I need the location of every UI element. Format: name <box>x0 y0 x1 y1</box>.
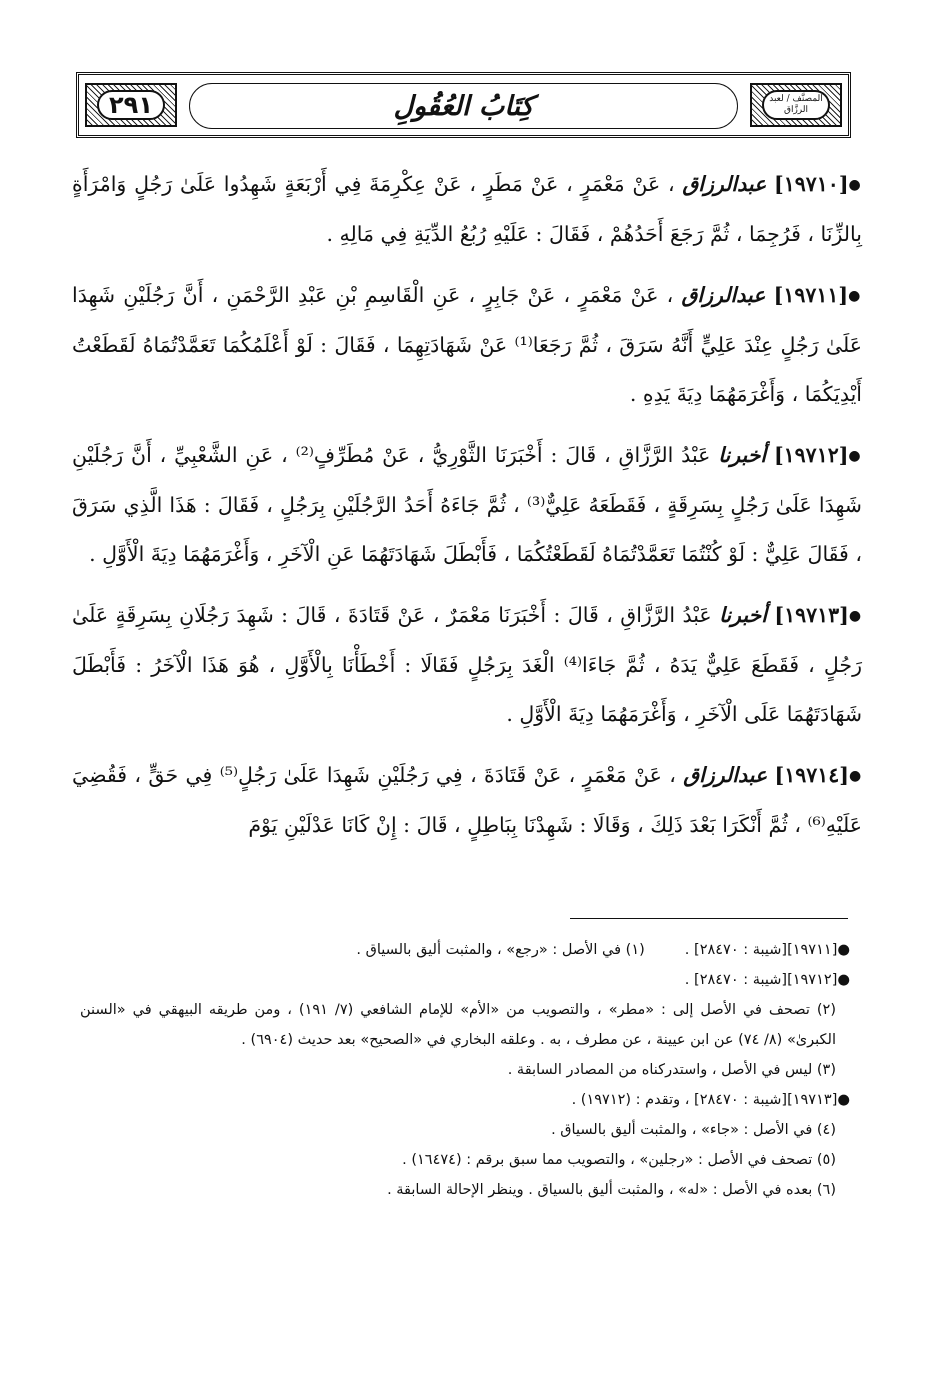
hadith-narrator: عبدالرزاق <box>682 172 767 196</box>
bullet-icon: ● <box>848 608 862 624</box>
footnote: (٤) في الأصل : «جاء» ، والمثبت أليق بالسياق . <box>551 1122 836 1138</box>
source-reference: ●[١٩٧١٣][شيبة : ٢٨٤٧٠] ، وتقدم : (١٩٧١٢) . <box>571 1092 850 1108</box>
page-number: ٢٩١ <box>109 91 153 119</box>
hadith-narrator: عبدالرزاق <box>681 283 766 307</box>
hadith-narrator: عبدالرزاق <box>683 763 768 787</box>
hadith-number: [١٩٧١٤] <box>774 763 849 787</box>
hadith-entry <box>72 751 862 850</box>
hadith-text: ، عَنْ مَعْمَرٍ ، عَنْ جَابِرٍ ، عَنِ الْقَاسِمِ بْنِ عَبْدِ الرَّحْمَنِ ، أَنَّ رَجُلَيْنِ شَهِدَا عَلَىٰ رَجُلٍ عِنْدَ عَلِيٍّ أَنَّهُ سَرَقَ ، ثُمَّ رَجَعَا⁽¹⁾ عَنْ شَهَادَتِهِمَا ، فَقَالَ : لَوْ أَعْلَمُكُمَا تَعَمَّدْتُمَاهُ لَقَطَعْتُ أَيْدِيَكُمَا ، وَأَغْرَمَهُمَا دِيَةَ يَدِهِ . <box>72 283 862 406</box>
hadith-number: [١٩٧١٣] <box>774 603 849 627</box>
footnote: (١) في الأصل : «رجع» ، والمثبت أليق بالسياق . <box>356 942 645 958</box>
source-reference: ●[١٩٧١١][شيبة : ٢٨٤٧٠] . <box>684 942 850 958</box>
hadith-number: [١٩٧١٠] <box>774 172 849 196</box>
book-seal-ornament <box>750 83 842 127</box>
hadith-entry <box>72 431 862 579</box>
title-frame <box>189 83 738 129</box>
hadith-narrator: أخبرنا <box>718 443 767 467</box>
main-text <box>72 160 862 862</box>
hadith-text: عَبْدُ الرَّزَّاقِ ، قَالَ : أَخْبَرَنَا مَعْمَرٌ ، عَنْ قَتَادَةَ ، قَالَ : شَهِدَ رَجُلَانِ بِسَرِقَةٍ عَلَىٰ رَجُلٍ ، فَقَطَعَ عَلِيٌّ يَدَهُ ، ثُمَّ جَاءَا⁽⁴⁾ الْغَدَ بِرَجُلٍ فَقَالَا : أَخْطَأْنَا بِالْأَوَّلِ ، هُوَ هَذَا الْآخَرُ : فَأَبْطَلَ شَهَادَتَهُمَا عَلَى الْآخَرِ ، وَأَغْرَمَهُمَا دِيَةَ الْأَوَّلِ . <box>72 603 862 726</box>
hadith-text: ، عَنْ مَعْمَرٍ ، عَنْ مَطَرٍ ، عَنْ عِكْرِمَةَ فِي أَرْبَعَةٍ شَهِدُوا عَلَىٰ رَجُلٍ وَامْرَأَةٍ بِالزِّنَا ، فَرُجِمَا ، ثُمَّ رَجَعَ أَحَدُهُمْ ، فَقَالَ : عَلَيْهِ رُبُعُ الدِّيَةِ فِي مَالِهِ . <box>72 172 862 246</box>
bullet-icon: ● <box>848 448 862 464</box>
page-number-ornament <box>85 83 177 127</box>
hadith-entry <box>72 160 862 259</box>
footnote: (٢) تصحف في الأصل إلى : «مطر» ، والتصويب من «الأم» للإمام الشافعي (٧/ ١٩١) ، ومن طريقه البيهقي في «السنن الكبرىٰ» (٨/ ٧٤) عن ابن عيينة ، عن مطرف ، به . وعلقه البخاري في «الصحيح» بعد حديث (٦٩٠٤) . <box>80 1002 836 1048</box>
hadith-entry <box>72 271 862 419</box>
hadith-text: عَبْدُ الرَّزَّاقِ ، قَالَ : أَخْبَرَنَا الثَّوْرِيُّ ، عَنْ مُطَرِّفٍ⁽²⁾ ، عَنِ الشَّعْبِيِّ ، أَنَّ رَجُلَيْنِ شَهِدَا عَلَىٰ رَجُلٍ بِسَرِقَةٍ ، فَقَطَعَهُ عَلِيٌّ⁽³⁾ ، ثُمَّ جَاءَهُ أَحَدُ الرَّجُلَيْنِ بِرَجُلٍ ، فَقَالَ : هَذَا الَّذِي سَرَقَ ، فَقَالَ عَلِيٌّ : لَوْ كُنْتُمَا تَعَمَّدْتُمَاهُ لَقَطَعْتُكُمَا ، فَأَبْطَلَ شَهَادَتَهُمَا عَنِ الْآخَرِ ، وَأَغْرَمَهُمَا دِيَةَ الْأَوَّلِ . <box>72 443 862 566</box>
source-reference: ●[١٩٧١٢][شيبة : ٢٨٤٧٠] . <box>684 972 850 988</box>
footnote: (٦) بعده في الأصل : «له» ، والمثبت أليق بالسياق . وينظر الإحالة السابقة . <box>387 1182 836 1198</box>
bullet-icon: ● <box>848 288 862 304</box>
hadith-text: ، عَنْ مَعْمَرٍ ، عَنْ قَتَادَةَ ، فِي رَجُلَيْنِ شَهِدَا عَلَىٰ رَجُلٍ⁽⁵⁾ فِي حَقٍّ ، فَقُضِيَ عَلَيْهِ⁽⁶⁾ ، ثُمَّ أَنْكَرَا بَعْدَ ذَلِكَ ، وَقَالَا : شَهِدْنَا بِبَاطِلٍ ، قَالَ : إِنْ كَانَا عَدْلَيْنِ يَوْمَ <box>72 763 862 837</box>
page-header <box>76 72 851 138</box>
footnotes <box>80 935 850 1205</box>
bullet-icon: ● <box>848 177 862 193</box>
book-title: كِتَابُ العُقُولِ <box>393 90 534 122</box>
footnote: (٥) تصحف في الأصل : «رجلين» ، والتصويب مما سبق برقم : (١٦٤٧٤) . <box>402 1152 836 1168</box>
hadith-number: [١٩٧١٢] <box>773 443 849 467</box>
footnote: (٣) ليس في الأصل ، واستدركناه من المصادر السابقة . <box>507 1062 836 1078</box>
footnote-divider <box>570 918 848 919</box>
hadith-number: [١٩٧١١] <box>773 283 849 307</box>
hadith-narrator: أخبرنا <box>719 603 767 627</box>
bullet-icon: ● <box>848 768 863 784</box>
hadith-entry <box>72 591 862 739</box>
book-seal-logo: المصنَّف / لعبد الرزَّاق <box>769 94 823 115</box>
